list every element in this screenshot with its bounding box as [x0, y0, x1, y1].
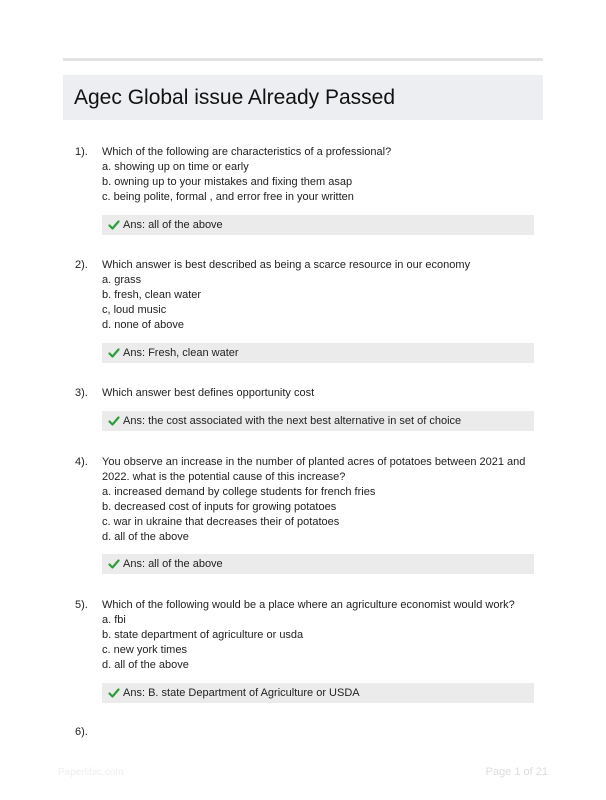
option: b. fresh, clean water: [102, 289, 202, 301]
question-number: 1).: [75, 146, 88, 158]
question-text: Which answer is best described as being a scarce resource in our economy: [102, 259, 471, 271]
option: d. all of the above: [102, 531, 189, 543]
question-body: [102, 598, 522, 673]
option: b. owning up to your mistakes and fixing them asap: [102, 176, 353, 188]
option: b. decreased cost of inputs for growing potatoes: [102, 501, 337, 513]
question-text: Which of the following are characteristics of a professional?: [102, 146, 392, 158]
question-text: Which of the following would be a place where an agriculture economist would work?: [102, 599, 515, 611]
answer-text: Ans: all of the above: [123, 558, 223, 570]
option: c. war in ukraine that decreases their of potatoes: [102, 516, 340, 528]
option: a. fbi: [102, 614, 126, 626]
answer-text: Ans: Fresh, clean water: [123, 347, 239, 359]
question-number: 4).: [75, 456, 88, 468]
title-banner: [63, 75, 543, 120]
check-icon: [108, 558, 120, 570]
question-number: 6).: [75, 726, 88, 738]
question-number: 3).: [75, 387, 88, 399]
question-text: 2022. what is the potential cause of this increase?: [102, 471, 346, 483]
check-icon: [108, 347, 120, 359]
question-body: [102, 258, 522, 333]
question-body: [102, 455, 526, 545]
check-icon: [108, 687, 120, 699]
answer-box: [102, 411, 534, 431]
answer-box: [102, 343, 534, 363]
question-body: [102, 145, 522, 205]
answer-box: [102, 554, 534, 574]
footer-site-watermark: Paperlibic.com: [58, 767, 124, 778]
option: a. increased demand by college students for french fries: [102, 486, 376, 498]
question-text: You observe an increase in the number of planted acres of potatoes between 2021 and: [102, 456, 526, 468]
option: a. grass: [102, 274, 142, 286]
question-text: Which answer best defines opportunity cost: [102, 387, 315, 399]
option: b. state department of agriculture or usda: [102, 629, 304, 641]
question-number: 2).: [75, 259, 88, 271]
check-icon: [108, 219, 120, 231]
question-body: [102, 386, 522, 401]
page-title: Agec Global issue Already Passed: [74, 85, 396, 109]
answer-text: Ans: all of the above: [123, 219, 223, 231]
option: d. all of the above: [102, 659, 189, 671]
top-rule: [63, 58, 543, 61]
answer-box: [102, 215, 534, 235]
answer-text: Ans: the cost associated with the next best alternative in set of choice: [123, 415, 462, 427]
page-number: Page 1 of 21: [485, 766, 548, 778]
question-number: 5).: [75, 599, 88, 611]
check-icon: [108, 415, 120, 427]
option: a. showing up on time or early: [102, 161, 249, 173]
answer-text: Ans: B. state Department of Agriculture or USDA: [123, 687, 360, 699]
answer-box: [102, 683, 534, 703]
option: c. being polite, formal , and error free in your written: [102, 191, 354, 203]
option: c. new york times: [102, 644, 187, 656]
option: d. none of above: [102, 319, 184, 331]
option: c, loud music: [102, 304, 167, 316]
